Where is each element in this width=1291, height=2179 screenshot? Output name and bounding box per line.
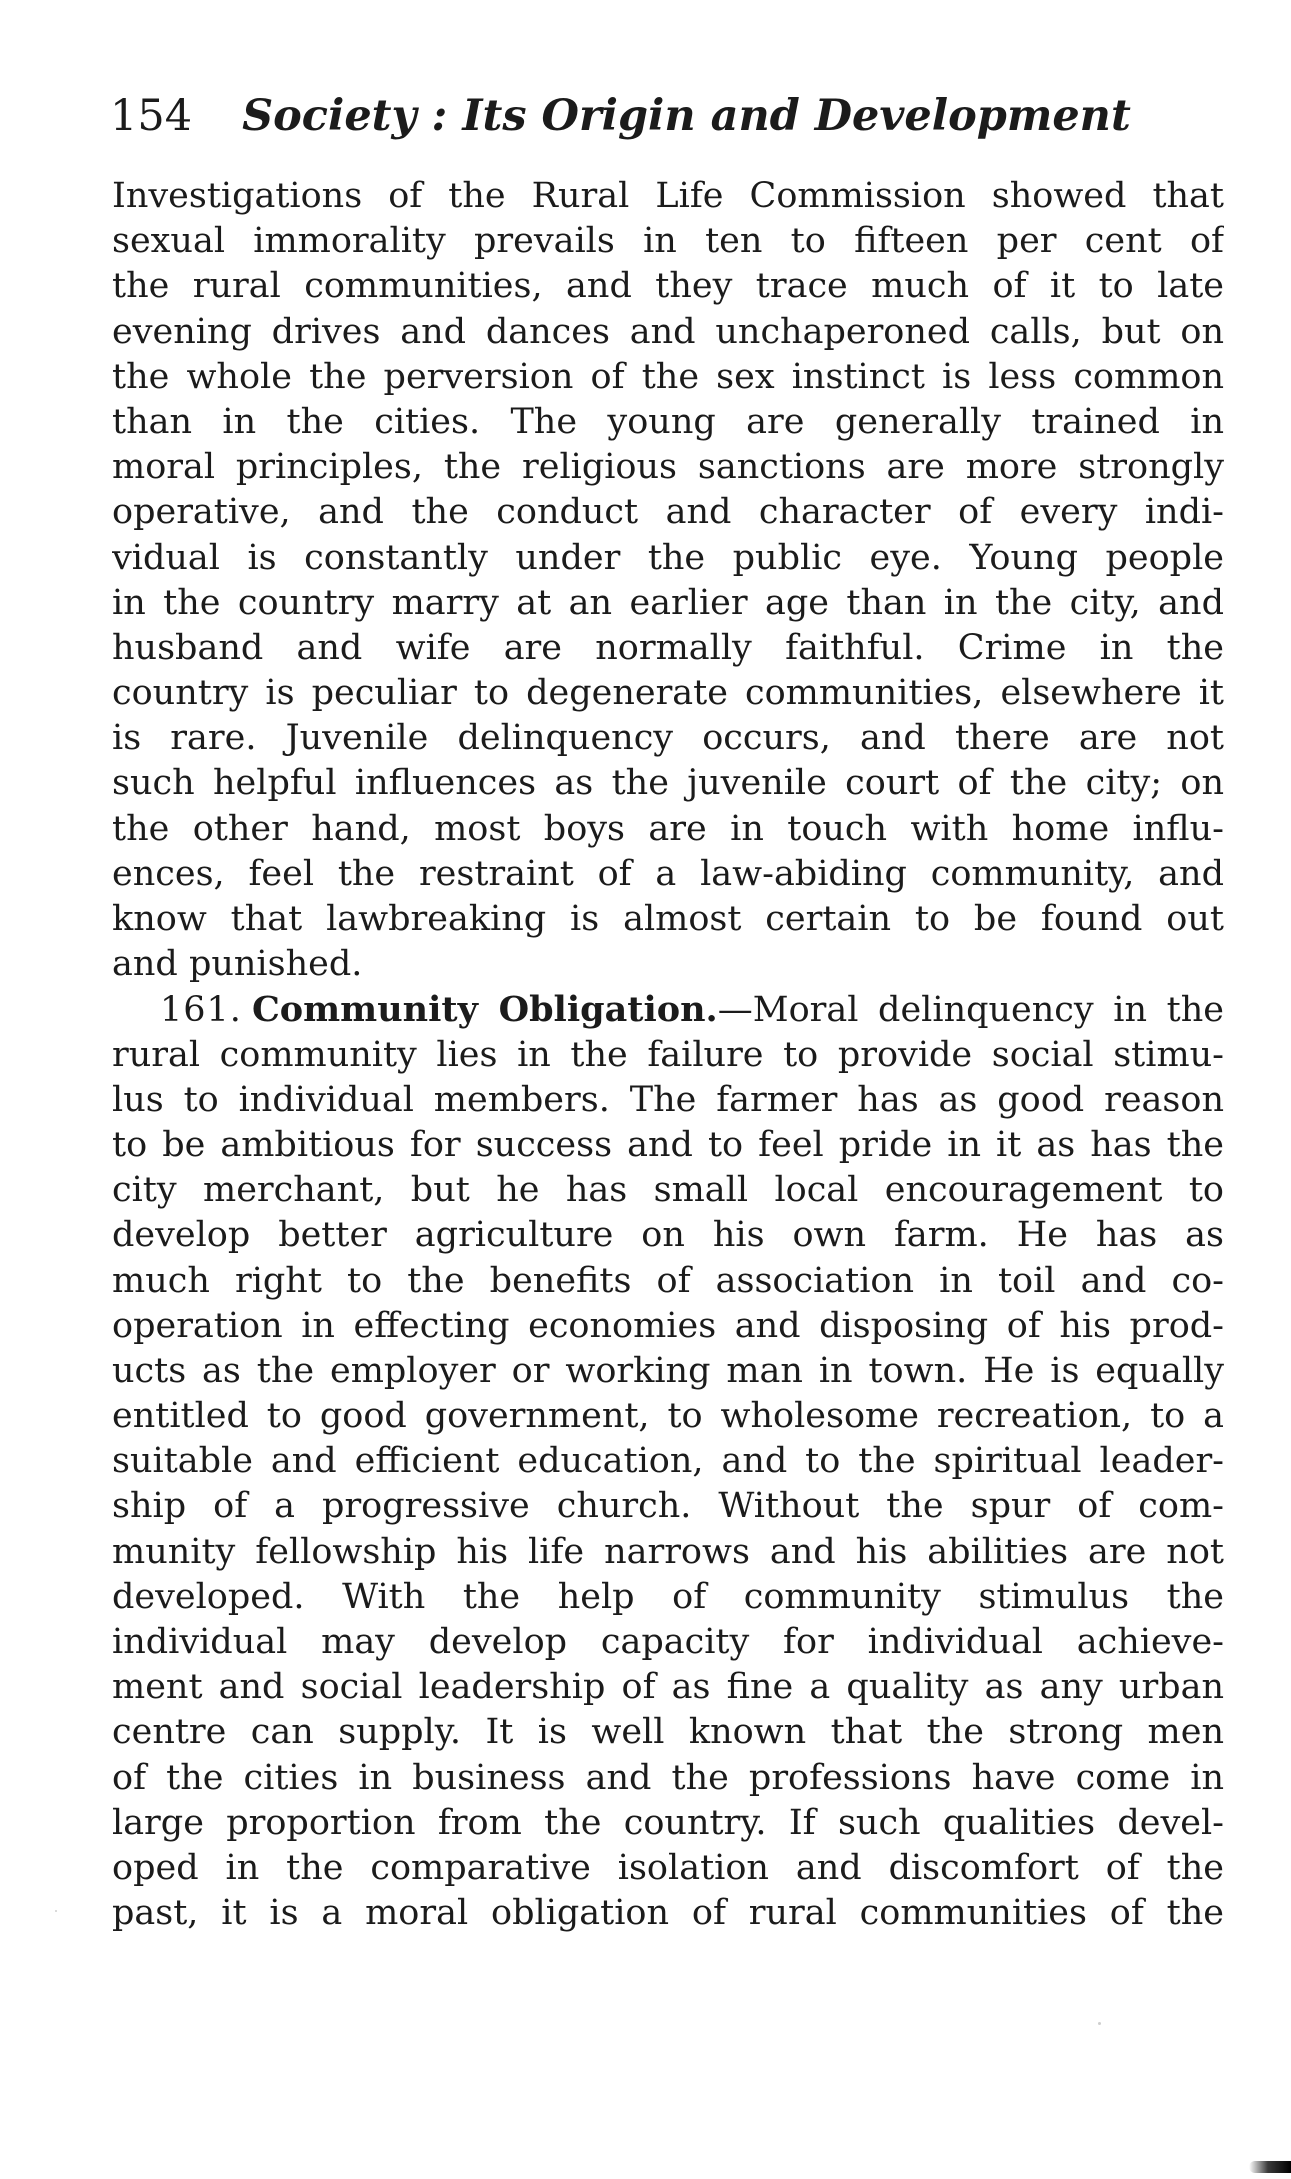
- text-line: oped in the comparative isolation and discomfort of the: [112, 1847, 1224, 1888]
- text-line: suitable and efficient education, and to the spiritual leader-: [112, 1441, 1224, 1482]
- section-number: 161.: [160, 990, 242, 1031]
- text-line: individual may develop capacity for individual achieve-: [112, 1622, 1224, 1662]
- running-head: [110, 86, 1131, 146]
- text-line: know that lawbreaking is almost certain to be found out: [112, 899, 1224, 939]
- section-161: [112, 987, 1224, 1936]
- text-line: large proportion from the country. If such qualities devel-: [112, 1802, 1224, 1843]
- text-line: munity fellowship his life narrows and his abilities are not: [112, 1531, 1224, 1572]
- text-line: city merchant, but he has small local encouragement to: [112, 1170, 1224, 1211]
- text-line: Investigations of the Rural Life Commission showed that: [112, 176, 1224, 216]
- text-line: in the country marry at an earlier age than in the city, and: [112, 582, 1224, 623]
- text-line: ship of a progressive church. Without the spur of com-: [112, 1486, 1224, 1527]
- section-first-line: [112, 987, 1224, 1032]
- page-edge-smudge: [1249, 2161, 1291, 2173]
- text-line: to be ambitious for success and to feel pride in it as has the: [112, 1124, 1224, 1165]
- paper-speck: [55, 1910, 57, 1912]
- text-line: lus to individual members. The farmer has as good reason: [112, 1079, 1224, 1120]
- text-line: country is peculiar to degenerate communities, elsewhere it: [112, 673, 1224, 714]
- text-line: ment and social leadership of as fine a quality as any urban: [112, 1667, 1224, 1708]
- text-line: evening drives and dances and unchaperoned calls, but on: [112, 311, 1224, 352]
- text-line: centre can supply. It is well known that the strong men: [112, 1712, 1224, 1753]
- text-line: husband and wife are normally faithful. Crime in the: [112, 627, 1224, 668]
- text-line: vidual is constantly under the public eye. Young people: [112, 537, 1224, 578]
- text-line: than in the cities. The young are generally trained in: [112, 401, 1224, 442]
- text-line: of the cities in business and the professions have come in: [112, 1757, 1224, 1798]
- page-number: 154: [110, 91, 193, 141]
- body-text: [112, 174, 1224, 1936]
- text-line: operative, and the conduct and character of every indi-: [112, 492, 1224, 533]
- text-line: much right to the benefits of association in toil and co-: [112, 1260, 1224, 1301]
- text-line: the other hand, most boys are in touch with home influ-: [112, 808, 1224, 849]
- text-line: the rural communities, and they trace much of it to late: [112, 266, 1224, 307]
- text-line: entitled to good government, to wholesome recreation, to a: [112, 1396, 1224, 1437]
- text-line: sexual immorality prevails in ten to fifteen per cent of: [112, 221, 1224, 262]
- text-line: rural community lies in the failure to provide social stimu-: [112, 1034, 1224, 1075]
- text-line: developed. With the help of community stimulus the: [112, 1576, 1224, 1617]
- text-line: ences, feel the restraint of a law-abiding community, and: [112, 853, 1224, 894]
- text-line: moral principles, the religious sanctions are more strongly: [112, 447, 1224, 488]
- section-heading: Community Obligation.: [251, 989, 718, 1031]
- text-line: such helpful influences as the juvenile court of the city; on: [112, 763, 1224, 804]
- text-line: develop better agriculture on his own farm. He has as: [112, 1215, 1224, 1256]
- paper-speck: [1098, 2022, 1101, 2025]
- text-line: and punished.: [112, 944, 363, 985]
- text-line: ucts as the employer or working man in town. He is equally: [112, 1350, 1224, 1391]
- running-head-title: Society : Its Origin and Development: [242, 91, 1131, 141]
- text-line: the whole the perversion of the sex instinct is less common: [112, 356, 1224, 397]
- text-line: operation in effecting economies and disposing of his prod-: [112, 1305, 1224, 1346]
- text-line: is rare. Juvenile delinquency occurs, and there are not: [112, 718, 1224, 759]
- section-first-line-text: —Moral delinquency in the: [717, 990, 1224, 1031]
- text-line: past, it is a moral obligation of rural communities of the: [112, 1893, 1224, 1934]
- paragraph-1: [112, 174, 1224, 987]
